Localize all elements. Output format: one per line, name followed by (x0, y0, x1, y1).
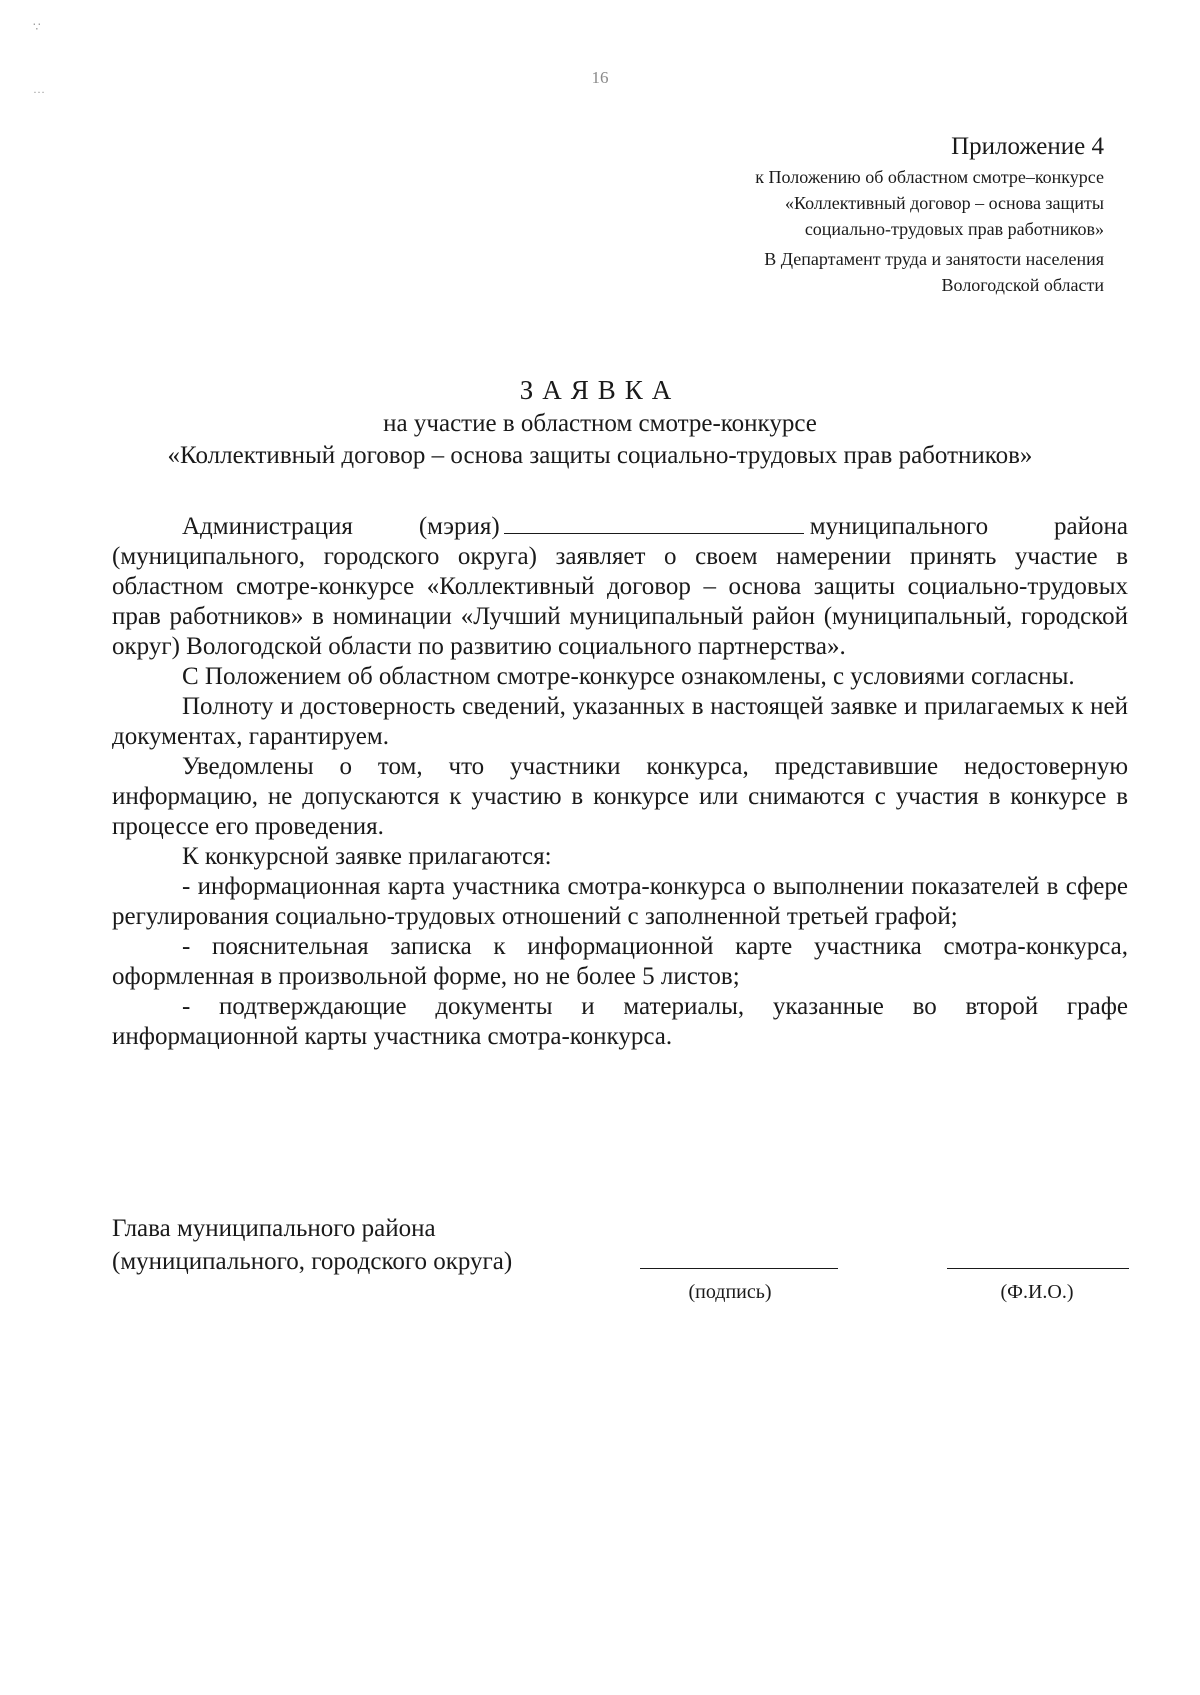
appendix-ref-line: социально-трудовых прав работников» (804, 219, 1104, 239)
addressee-line: Вологодской области (941, 275, 1104, 295)
municipality-blank-field[interactable] (504, 511, 804, 534)
signature-caption: (подпись) (688, 1281, 772, 1303)
page-number: 16 (591, 68, 609, 87)
body-paragraph: Уведомлены о том, что участники конкурса, представившие недостоверную информацию, не допускаются к участию в конкурсе или снимаются с участия в конкурсе в процессе его проведения. (112, 753, 1128, 840)
scan-mark: … (33, 82, 47, 96)
scan-mark: ∵ (33, 20, 43, 34)
appendix-ref-line: «Коллективный договор – основа защиты (784, 193, 1104, 213)
body-paragraph-rest: муниципального района (муниципального, городского округа) заявляет о своем намерении принять участие в областном смотре-конкурсе «Коллективный договор – основа защиты социально-трудовых прав работников» в номинации «Лучший муниципальный район (муниципальный, городской округ) Вологодской области по развитию социального партнерства». (112, 513, 1129, 660)
attachment-item: - пояснительная записка к информационной карте участника смотра-конкурса, оформленная в произвольной форме, но не более 5 листов; (112, 933, 1128, 990)
appendix-block (544, 130, 1104, 242)
appendix-ref-line: к Положению об областном смотре–конкурсе (755, 167, 1104, 187)
attachment-item: - подтверждающие документы и материалы, указанные во второй графе информационной карты участника смотра-конкурса. (112, 993, 1128, 1050)
body-paragraph (112, 511, 1128, 662)
full-name-caption: (Ф.И.О.) (1000, 1281, 1074, 1303)
signatory-label (112, 1212, 512, 1278)
addressee-line: В Департамент труда и занятости населения (764, 249, 1104, 269)
attachment-item: - информационная карта участника смотра-конкурса о выполнении показателей в сфере регулирования социально-трудовых отношений с заполненной третьей графой; (112, 873, 1128, 930)
appendix-title: Приложение 4 (951, 133, 1104, 160)
signatory-subtitle: (муниципального, городского округа) (112, 1248, 513, 1275)
body-paragraph: С Положением об областном смотре-конкурсе ознакомлены, с условиями согласны. (182, 663, 1075, 690)
document-subtitle-line: на участие в областном смотре-конкурсе (383, 410, 817, 437)
signatory-title: Глава муниципального района (112, 1215, 436, 1242)
document-subtitle-line: «Коллективный договор – основа защиты социально-трудовых прав работников» (167, 442, 1033, 469)
document-heading (0, 372, 1200, 472)
document-title: ЗАЯВКА (519, 375, 681, 405)
full-name-line[interactable] (947, 1268, 1129, 1269)
body-paragraph: Полноту и достоверность сведений, указанных в настоящей заявке и прилагаемых к ней документах, гарантируем. (112, 693, 1128, 750)
body-paragraph: К конкурсной заявке прилагаются: (182, 843, 552, 870)
body-paragraph-start: Администрация (мэрия) (182, 513, 500, 540)
application-body (112, 511, 1128, 1052)
signature-line[interactable] (640, 1268, 838, 1269)
addressee-block (544, 246, 1104, 298)
